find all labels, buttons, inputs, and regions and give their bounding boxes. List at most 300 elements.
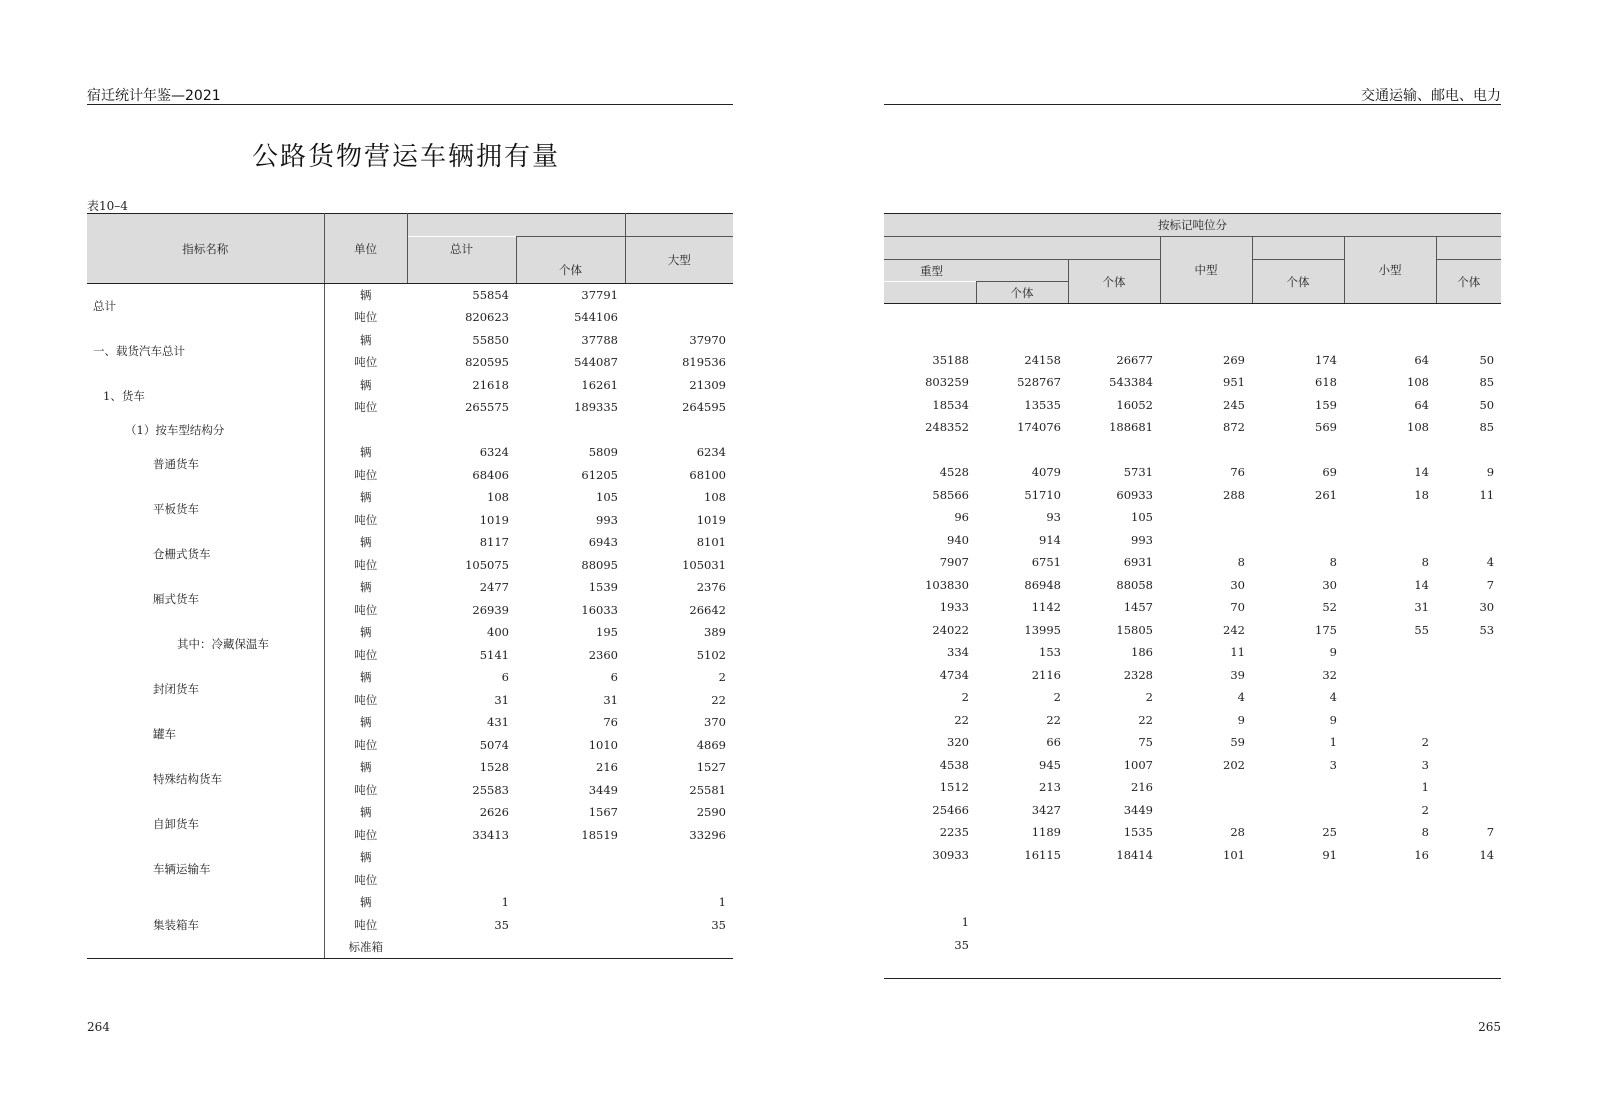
value-cell: 1539 [588,580,618,595]
value-cell [1252,934,1344,957]
unit-cell: 吨位 [354,692,378,707]
table-row [87,419,733,442]
table-row [884,574,1501,597]
value-cell [1436,664,1501,687]
value-cell [407,846,516,869]
value-cell: 3 [1329,757,1337,772]
value-cell: 5141 [479,647,509,662]
value-cell: 945 [1039,757,1061,772]
table-row [884,529,1501,552]
value-cell: 1 [501,895,509,910]
value-cell: 544087 [574,355,618,370]
table-row [884,664,1501,687]
col-header-individual: 个体 [516,260,625,284]
unit-cell: 标准箱 [324,936,407,959]
value-cell [1436,439,1501,462]
value-cell [976,956,1068,979]
value-cell: 105 [596,490,618,505]
value-cell: 86948 [1024,577,1061,592]
value-cell [1252,506,1344,529]
unit-cell: 吨位 [354,602,378,617]
value-cell: 1528 [479,760,509,775]
value-cell: 14 [1479,847,1495,862]
indicator-name: 车辆运输车 [87,846,324,891]
unit-cell: 辆 [360,535,372,550]
col-header-medium-individual: 个体 [1252,260,1344,304]
value-cell [1252,956,1344,979]
value-cell: 188681 [1109,420,1153,435]
value-cell: 872 [1223,420,1245,435]
value-cell: 25 [1322,825,1337,840]
value-cell [625,306,733,329]
value-cell: 6 [501,670,509,685]
value-cell: 431 [487,715,509,730]
value-cell: 819536 [682,355,726,370]
value-cell [516,869,625,892]
value-cell: 22 [954,712,969,727]
value-cell [1436,776,1501,799]
value-cell: 8117 [479,535,509,550]
col-header-large-individual: 个体 [1068,260,1160,304]
value-cell: 35 [954,937,969,952]
unit-cell [324,419,407,442]
right-data-table [884,213,1501,979]
value-cell: 11 [1479,487,1495,502]
col-header-blank-top-right [625,214,733,237]
value-cell: 69 [1322,465,1337,480]
table-row [884,506,1501,529]
value-cell: 14 [1414,465,1429,480]
value-cell: 60933 [1116,487,1153,502]
col-header-medium: 中型 [1160,237,1252,304]
page-number-left: 264 [87,1020,110,1034]
value-cell [1344,641,1436,664]
value-cell: 993 [596,512,618,527]
unit-cell: 吨位 [354,400,378,415]
value-cell: 59 [1230,735,1245,750]
value-cell: 64 [1414,397,1429,412]
value-cell: 88095 [581,557,618,572]
table-row [884,416,1501,439]
value-cell: 245 [1223,397,1245,412]
value-cell [976,304,1068,327]
value-cell [407,419,516,442]
unit-cell: 辆 [360,332,372,347]
value-cell: 2 [1145,690,1153,705]
value-cell: 18 [1414,487,1429,502]
value-cell: 28 [1230,825,1245,840]
value-cell: 37970 [689,332,726,347]
value-cell [1252,911,1344,934]
table-row [884,776,1501,799]
value-cell [407,936,516,959]
value-cell: 1527 [696,760,726,775]
value-cell [1436,754,1501,777]
running-header-right: 交通运输、邮电、电力 [1361,88,1501,104]
value-cell [1436,641,1501,664]
value-cell: 22 [1138,712,1153,727]
indicator-name: 一、载货汽车总计 [87,329,324,374]
col-header-indicator: 指标名称 [87,214,324,284]
value-cell [1436,934,1501,957]
value-cell [625,936,733,959]
value-cell: 16033 [581,602,618,617]
value-cell [1160,776,1252,799]
value-cell: 2 [1421,802,1429,817]
value-cell [1436,799,1501,822]
value-cell: 108 [487,490,509,505]
value-cell: 1189 [1031,825,1061,840]
value-cell: 1 [961,915,969,930]
value-cell: 2 [1421,735,1429,750]
value-cell: 108 [704,490,726,505]
value-cell: 50 [1479,397,1495,412]
indicator-name: 罐车 [87,711,324,756]
value-cell: 16115 [1024,847,1061,862]
value-cell: 9 [1329,645,1337,660]
right-blank-small [1436,237,1501,260]
value-cell: 248352 [925,420,969,435]
value-cell: 30 [1322,577,1337,592]
running-header-left: 宿迁统计年鉴—2021 [87,88,221,104]
value-cell [1160,934,1252,957]
value-cell [976,934,1068,957]
table-row [87,576,733,599]
value-cell: 4 [1237,690,1245,705]
value-cell: 108 [1407,420,1429,435]
value-cell: 105075 [465,557,509,572]
value-cell [884,866,976,889]
value-cell: 3449 [588,782,618,797]
value-cell: 242 [1223,622,1245,637]
value-cell: 18414 [1116,847,1153,862]
header-rule-left [87,104,733,105]
unit-cell: 吨位 [354,467,378,482]
unit-cell: 吨位 [354,355,378,370]
table-row [884,709,1501,732]
value-cell: 820595 [465,355,509,370]
value-cell: 16 [1414,847,1429,862]
unit-cell: 辆 [360,715,372,730]
table-row [884,799,1501,822]
value-cell: 261 [1315,487,1337,502]
col-header-heavy-individual: 个体 [976,282,1068,304]
value-cell: 101 [1223,847,1245,862]
header-rule-right [884,104,1501,105]
unit-cell: 辆 [360,445,372,460]
value-cell: 30 [1230,577,1245,592]
value-cell: 269 [1223,352,1245,367]
value-cell [1252,529,1344,552]
value-cell: 11 [1230,645,1245,660]
unit-cell: 吨位 [354,917,378,932]
value-cell [1436,529,1501,552]
table-row [884,911,1501,934]
value-cell [1252,799,1344,822]
table-row [884,821,1501,844]
value-cell [1344,664,1436,687]
value-cell [1252,776,1344,799]
value-cell: 13995 [1024,622,1061,637]
value-cell: 2 [961,690,969,705]
value-cell: 1142 [1031,600,1061,615]
value-cell: 265575 [465,400,509,415]
value-cell [516,914,625,937]
page-number-right: 265 [1478,1020,1501,1034]
value-cell [1344,709,1436,732]
value-cell [1068,911,1160,934]
value-cell: 1933 [939,600,969,615]
table-row [884,349,1501,372]
value-cell [1344,506,1436,529]
value-cell [1160,956,1252,979]
value-cell [884,326,976,349]
value-cell: 22 [1046,712,1061,727]
value-cell: 951 [1223,375,1245,390]
value-cell [1068,889,1160,912]
value-cell: 16261 [581,377,618,392]
value-cell: 68100 [689,467,726,482]
value-cell: 105031 [682,557,726,572]
value-cell: 108 [1407,375,1429,390]
value-cell: 8 [1329,555,1337,570]
value-cell: 24158 [1024,352,1061,367]
value-cell: 543384 [1109,375,1153,390]
value-cell: 26677 [1116,352,1153,367]
table-row [87,531,733,554]
value-cell: 1457 [1123,600,1153,615]
value-cell: 25583 [472,782,509,797]
table-row [87,711,733,734]
value-cell: 35 [494,917,509,932]
value-cell: 618 [1315,375,1337,390]
table-number: 表10–4 [87,199,128,213]
table-row [884,956,1501,979]
value-cell [625,869,733,892]
value-cell [1344,326,1436,349]
value-cell: 30933 [932,847,969,862]
value-cell: 4528 [939,465,969,480]
value-cell: 1512 [939,780,969,795]
value-cell: 9 [1329,712,1337,727]
value-cell: 1535 [1123,825,1153,840]
value-cell: 189335 [574,400,618,415]
table-row [87,846,733,869]
value-cell [1068,956,1160,979]
unit-cell: 辆 [360,580,372,595]
value-cell: 24022 [932,622,969,637]
value-cell [625,846,733,869]
value-cell: 4 [1329,690,1337,705]
table-row [87,486,733,509]
col-header-blank-top [407,214,625,237]
indicator-name: 集装箱车 [87,891,324,959]
value-cell: 9 [1237,712,1245,727]
unit-cell: 辆 [360,760,372,775]
unit-cell: 吨位 [354,647,378,662]
col-header-large: 大型 [625,237,733,284]
value-cell [884,889,976,912]
value-cell: 31 [494,692,509,707]
indicator-name: 特殊结构货车 [87,756,324,801]
value-cell: 2477 [479,580,509,595]
value-cell: 6 [610,670,618,685]
value-cell: 544106 [574,310,618,325]
value-cell: 6234 [696,445,726,460]
value-cell: 7907 [939,555,969,570]
value-cell [884,956,976,979]
table-row [884,889,1501,912]
value-cell: 1 [1329,735,1337,750]
table-row [87,891,733,914]
value-cell: 39 [1230,667,1245,682]
value-cell: 31 [1414,600,1429,615]
value-cell [516,891,625,914]
indicator-name: 1、货车 [87,374,324,419]
value-cell: 2328 [1123,667,1153,682]
value-cell [976,911,1068,934]
value-cell [1436,731,1501,754]
value-cell: 31 [603,692,618,707]
value-cell: 174076 [1017,420,1061,435]
table-row [884,731,1501,754]
value-cell: 389 [704,625,726,640]
value-cell: 1567 [588,805,618,820]
value-cell: 1010 [588,737,618,752]
value-cell: 2 [1053,690,1061,705]
value-cell: 55854 [472,288,509,302]
value-cell: 55850 [472,332,509,347]
value-cell [1344,889,1436,912]
value-cell [1436,911,1501,934]
value-cell: 8 [1421,555,1429,570]
value-cell [1344,934,1436,957]
right-blank-heavy [884,282,976,304]
table-row [884,866,1501,889]
value-cell: 216 [1131,780,1153,795]
value-cell [976,889,1068,912]
value-cell [1160,529,1252,552]
unit-cell: 吨位 [354,782,378,797]
table-row [884,439,1501,462]
table-row [87,374,733,397]
value-cell: 1 [1421,780,1429,795]
value-cell [1160,911,1252,934]
value-cell: 6324 [479,445,509,460]
value-cell [976,326,1068,349]
value-cell: 91 [1322,847,1337,862]
value-cell: 21309 [689,377,726,392]
value-cell: 3449 [1123,802,1153,817]
value-cell [976,439,1068,462]
unit-cell: 辆 [360,377,372,392]
table-row [884,371,1501,394]
value-cell: 33296 [689,827,726,842]
indicator-name: 仓栅式货车 [87,531,324,576]
value-cell: 26642 [689,602,726,617]
value-cell: 4869 [696,737,726,752]
value-cell [1344,529,1436,552]
value-cell [1068,304,1160,327]
value-cell: 334 [947,645,969,660]
value-cell: 153 [1039,645,1061,660]
table-row [884,686,1501,709]
value-cell: 68406 [472,467,509,482]
value-cell: 2360 [588,647,618,662]
indicator-name: 其中：冷藏保温车 [87,621,324,666]
value-cell: 18519 [581,827,618,842]
table-row [884,461,1501,484]
value-cell [1436,889,1501,912]
value-cell: 993 [1131,532,1153,547]
value-cell [1252,866,1344,889]
value-cell: 64 [1414,352,1429,367]
value-cell: 820623 [465,310,509,325]
value-cell: 370 [704,715,726,730]
value-cell: 5074 [479,737,509,752]
value-cell: 940 [947,532,969,547]
value-cell: 85 [1479,420,1495,435]
value-cell: 22 [711,692,726,707]
value-cell [1160,506,1252,529]
value-cell: 7 [1486,577,1495,592]
unit-cell: 辆 [360,895,372,910]
value-cell [1068,866,1160,889]
table-row [87,621,733,644]
value-cell: 96 [954,510,969,525]
value-cell: 25466 [932,802,969,817]
value-cell: 75 [1138,735,1153,750]
value-cell: 93 [1046,510,1061,525]
table-row [884,326,1501,349]
value-cell: 15805 [1116,622,1153,637]
value-cell [1344,304,1436,327]
value-cell [1068,934,1160,957]
col-header-heavy: 重型 [884,260,1068,282]
value-cell: 5809 [588,445,618,460]
indicator-name: 总计 [87,284,324,329]
value-cell: 6751 [1031,555,1061,570]
value-cell [884,439,976,462]
value-cell [1344,439,1436,462]
value-cell: 8 [1421,825,1429,840]
indicator-name: 封闭货车 [87,666,324,711]
indicator-name: 普通货车 [87,441,324,486]
value-cell: 33413 [472,827,509,842]
value-cell: 85 [1479,375,1495,390]
value-cell: 76 [1230,465,1245,480]
value-cell [884,304,976,327]
value-cell [625,419,733,442]
value-cell [1160,304,1252,327]
col-header-blank-mid [516,237,625,260]
value-cell: 14 [1414,577,1429,592]
table-row [884,551,1501,574]
table-row [87,801,733,824]
value-cell [1436,506,1501,529]
value-cell: 53 [1479,622,1495,637]
value-cell: 5731 [1123,465,1153,480]
unit-cell: 吨位 [354,737,378,752]
indicator-name: 平板货车 [87,486,324,531]
value-cell [1160,799,1252,822]
value-cell [1160,439,1252,462]
indicator-name: （1）按车型结构分 [87,419,324,442]
value-cell: 569 [1315,420,1337,435]
value-cell [976,866,1068,889]
value-cell [1252,304,1344,327]
value-cell: 528767 [1017,375,1061,390]
